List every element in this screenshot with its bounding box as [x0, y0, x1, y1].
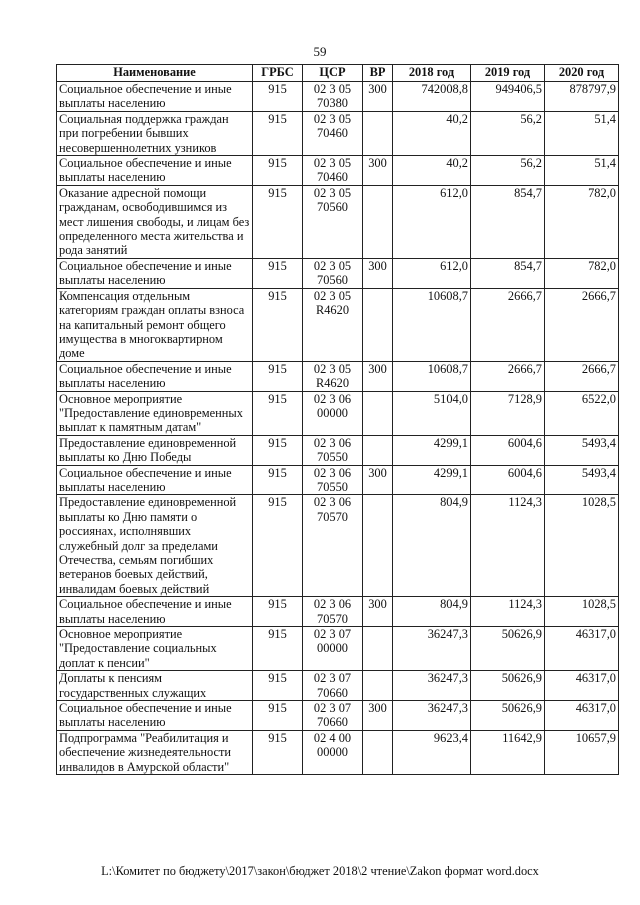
cell-y2019: 50626,9 — [471, 627, 545, 671]
cell-name: Основное мероприятие "Предоставление единовременных выплат к памятным датам" — [57, 391, 253, 435]
cell-csr: 02 3 06 70550 — [303, 465, 363, 495]
cell-y2019: 50626,9 — [471, 701, 545, 731]
cell-grbs: 915 — [253, 627, 303, 671]
cell-y2020: 1028,5 — [545, 597, 619, 627]
cell-y2020: 46317,0 — [545, 627, 619, 671]
cell-csr: 02 3 07 70660 — [303, 671, 363, 701]
cell-y2018: 10608,7 — [393, 288, 471, 361]
header-grbs: ГРБС — [253, 65, 303, 82]
cell-vr — [363, 185, 393, 258]
cell-vr — [363, 730, 393, 774]
cell-y2018: 612,0 — [393, 185, 471, 258]
cell-csr: 02 3 06 00000 — [303, 391, 363, 435]
table-row — [57, 597, 619, 627]
header-2019: 2019 год — [471, 65, 545, 82]
cell-y2020: 46317,0 — [545, 701, 619, 731]
cell-vr: 300 — [363, 258, 393, 288]
table-row — [57, 435, 619, 465]
cell-name: Социальное обеспечение и иные выплаты населению — [57, 597, 253, 627]
cell-grbs: 915 — [253, 495, 303, 597]
cell-y2020: 2666,7 — [545, 361, 619, 391]
cell-y2018: 36247,3 — [393, 627, 471, 671]
cell-csr: 02 3 07 70660 — [303, 701, 363, 731]
cell-name: Компенсация отдельным категориям граждан оплаты взноса на капитальный ремонт общего имущества в многоквартирном доме — [57, 288, 253, 361]
table-row — [57, 391, 619, 435]
cell-name: Социальная поддержка граждан при погребении бывших несовершеннолетних узников — [57, 111, 253, 155]
cell-y2018: 5104,0 — [393, 391, 471, 435]
cell-grbs: 915 — [253, 361, 303, 391]
cell-name: Социальное обеспечение и иные выплаты населению — [57, 701, 253, 731]
cell-y2020: 2666,7 — [545, 288, 619, 361]
cell-grbs: 915 — [253, 391, 303, 435]
cell-y2018: 9623,4 — [393, 730, 471, 774]
cell-csr: 02 3 05 R4620 — [303, 288, 363, 361]
cell-grbs: 915 — [253, 258, 303, 288]
cell-y2018: 40,2 — [393, 156, 471, 186]
cell-vr — [363, 288, 393, 361]
table-row — [57, 288, 619, 361]
cell-y2020: 51,4 — [545, 111, 619, 155]
cell-y2020: 878797,9 — [545, 82, 619, 112]
cell-y2019: 854,7 — [471, 185, 545, 258]
cell-y2019: 56,2 — [471, 156, 545, 186]
cell-y2020: 782,0 — [545, 258, 619, 288]
cell-y2020: 10657,9 — [545, 730, 619, 774]
cell-y2019: 949406,5 — [471, 82, 545, 112]
cell-csr: 02 3 05 70380 — [303, 82, 363, 112]
cell-name: Социальное обеспечение и иные выплаты населению — [57, 361, 253, 391]
table-row — [57, 185, 619, 258]
cell-y2019: 1124,3 — [471, 597, 545, 627]
cell-name: Оказание адресной помощи гражданам, освободившимся из мест лишения свободы, и лицам без определенного места жительства и рода занятий — [57, 185, 253, 258]
header-name: Наименование — [57, 65, 253, 82]
cell-csr: 02 3 06 70570 — [303, 597, 363, 627]
cell-y2018: 612,0 — [393, 258, 471, 288]
cell-name: Социальное обеспечение и иные выплаты населению — [57, 465, 253, 495]
cell-y2019: 2666,7 — [471, 288, 545, 361]
cell-grbs: 915 — [253, 185, 303, 258]
file-path-footer: L:\Комитет по бюджету\2017\закон\бюджет 2018\2 чтение\Zakon формат word.docx — [101, 864, 539, 878]
cell-y2020: 782,0 — [545, 185, 619, 258]
cell-vr: 300 — [363, 156, 393, 186]
cell-vr — [363, 435, 393, 465]
cell-name: Социальное обеспечение и иные выплаты населению — [57, 156, 253, 186]
cell-csr: 02 3 05 70460 — [303, 156, 363, 186]
cell-csr: 02 4 00 00000 — [303, 730, 363, 774]
cell-name: Социальное обеспечение и иные выплаты населению — [57, 82, 253, 112]
table-row — [57, 730, 619, 774]
cell-vr — [363, 391, 393, 435]
cell-name: Социальное обеспечение и иные выплаты населению — [57, 258, 253, 288]
header-2020: 2020 год — [545, 65, 619, 82]
cell-y2018: 40,2 — [393, 111, 471, 155]
cell-grbs: 915 — [253, 288, 303, 361]
cell-name: Предоставление единовременной выплаты ко Дню Победы — [57, 435, 253, 465]
cell-y2019: 2666,7 — [471, 361, 545, 391]
page-number: 59 — [313, 44, 327, 59]
cell-vr — [363, 495, 393, 597]
cell-y2019: 56,2 — [471, 111, 545, 155]
table-row — [57, 495, 619, 597]
cell-y2020: 51,4 — [545, 156, 619, 186]
cell-y2018: 742008,8 — [393, 82, 471, 112]
cell-grbs: 915 — [253, 435, 303, 465]
table-row — [57, 361, 619, 391]
table-row — [57, 156, 619, 186]
cell-y2020: 1028,5 — [545, 495, 619, 597]
header-csr: ЦСР — [303, 65, 363, 82]
cell-name: Основное мероприятие "Предоставление социальных доплат к пенсии" — [57, 627, 253, 671]
table-row — [57, 671, 619, 701]
cell-vr: 300 — [363, 597, 393, 627]
budget-table — [56, 64, 619, 775]
cell-y2018: 4299,1 — [393, 465, 471, 495]
cell-vr: 300 — [363, 361, 393, 391]
table-row — [57, 111, 619, 155]
cell-vr — [363, 627, 393, 671]
cell-y2020: 5493,4 — [545, 465, 619, 495]
cell-csr: 02 3 05 70560 — [303, 185, 363, 258]
cell-y2018: 4299,1 — [393, 435, 471, 465]
cell-grbs: 915 — [253, 82, 303, 112]
cell-csr: 02 3 06 70550 — [303, 435, 363, 465]
cell-csr: 02 3 06 70570 — [303, 495, 363, 597]
cell-grbs: 915 — [253, 156, 303, 186]
cell-csr: 02 3 05 70560 — [303, 258, 363, 288]
cell-name: Подпрограмма "Реабилитация и обеспечение жизнедеятельности инвалидов в Амурской области" — [57, 730, 253, 774]
cell-y2019: 7128,9 — [471, 391, 545, 435]
cell-grbs: 915 — [253, 111, 303, 155]
table-row — [57, 82, 619, 112]
cell-y2019: 854,7 — [471, 258, 545, 288]
cell-y2019: 1124,3 — [471, 495, 545, 597]
cell-y2019: 6004,6 — [471, 435, 545, 465]
cell-y2020: 6522,0 — [545, 391, 619, 435]
cell-y2019: 11642,9 — [471, 730, 545, 774]
table-body — [57, 82, 619, 775]
header-2018: 2018 год — [393, 65, 471, 82]
cell-y2018: 804,9 — [393, 495, 471, 597]
cell-y2018: 804,9 — [393, 597, 471, 627]
cell-csr: 02 3 05 R4620 — [303, 361, 363, 391]
cell-grbs: 915 — [253, 701, 303, 731]
cell-y2018: 10608,7 — [393, 361, 471, 391]
table-row — [57, 465, 619, 495]
cell-name: Доплаты к пенсиям государственных служащих — [57, 671, 253, 701]
table-header-row — [57, 65, 619, 82]
cell-y2018: 36247,3 — [393, 671, 471, 701]
table-row — [57, 258, 619, 288]
cell-vr — [363, 111, 393, 155]
table-row — [57, 701, 619, 731]
cell-vr: 300 — [363, 701, 393, 731]
header-vr: ВР — [363, 65, 393, 82]
cell-name: Предоставление единовременной выплаты ко Дню памяти о россиянах, исполнявших служебный долг за пределами Отечества, семьям погибших ветеранов боевых действий, инвалидам боевых действий — [57, 495, 253, 597]
cell-grbs: 915 — [253, 671, 303, 701]
cell-csr: 02 3 05 70460 — [303, 111, 363, 155]
cell-grbs: 915 — [253, 597, 303, 627]
cell-vr: 300 — [363, 465, 393, 495]
cell-vr — [363, 671, 393, 701]
cell-y2019: 6004,6 — [471, 465, 545, 495]
cell-y2020: 46317,0 — [545, 671, 619, 701]
cell-y2020: 5493,4 — [545, 435, 619, 465]
cell-grbs: 915 — [253, 465, 303, 495]
cell-vr: 300 — [363, 82, 393, 112]
cell-y2019: 50626,9 — [471, 671, 545, 701]
table-row — [57, 627, 619, 671]
cell-csr: 02 3 07 00000 — [303, 627, 363, 671]
cell-grbs: 915 — [253, 730, 303, 774]
cell-y2018: 36247,3 — [393, 701, 471, 731]
